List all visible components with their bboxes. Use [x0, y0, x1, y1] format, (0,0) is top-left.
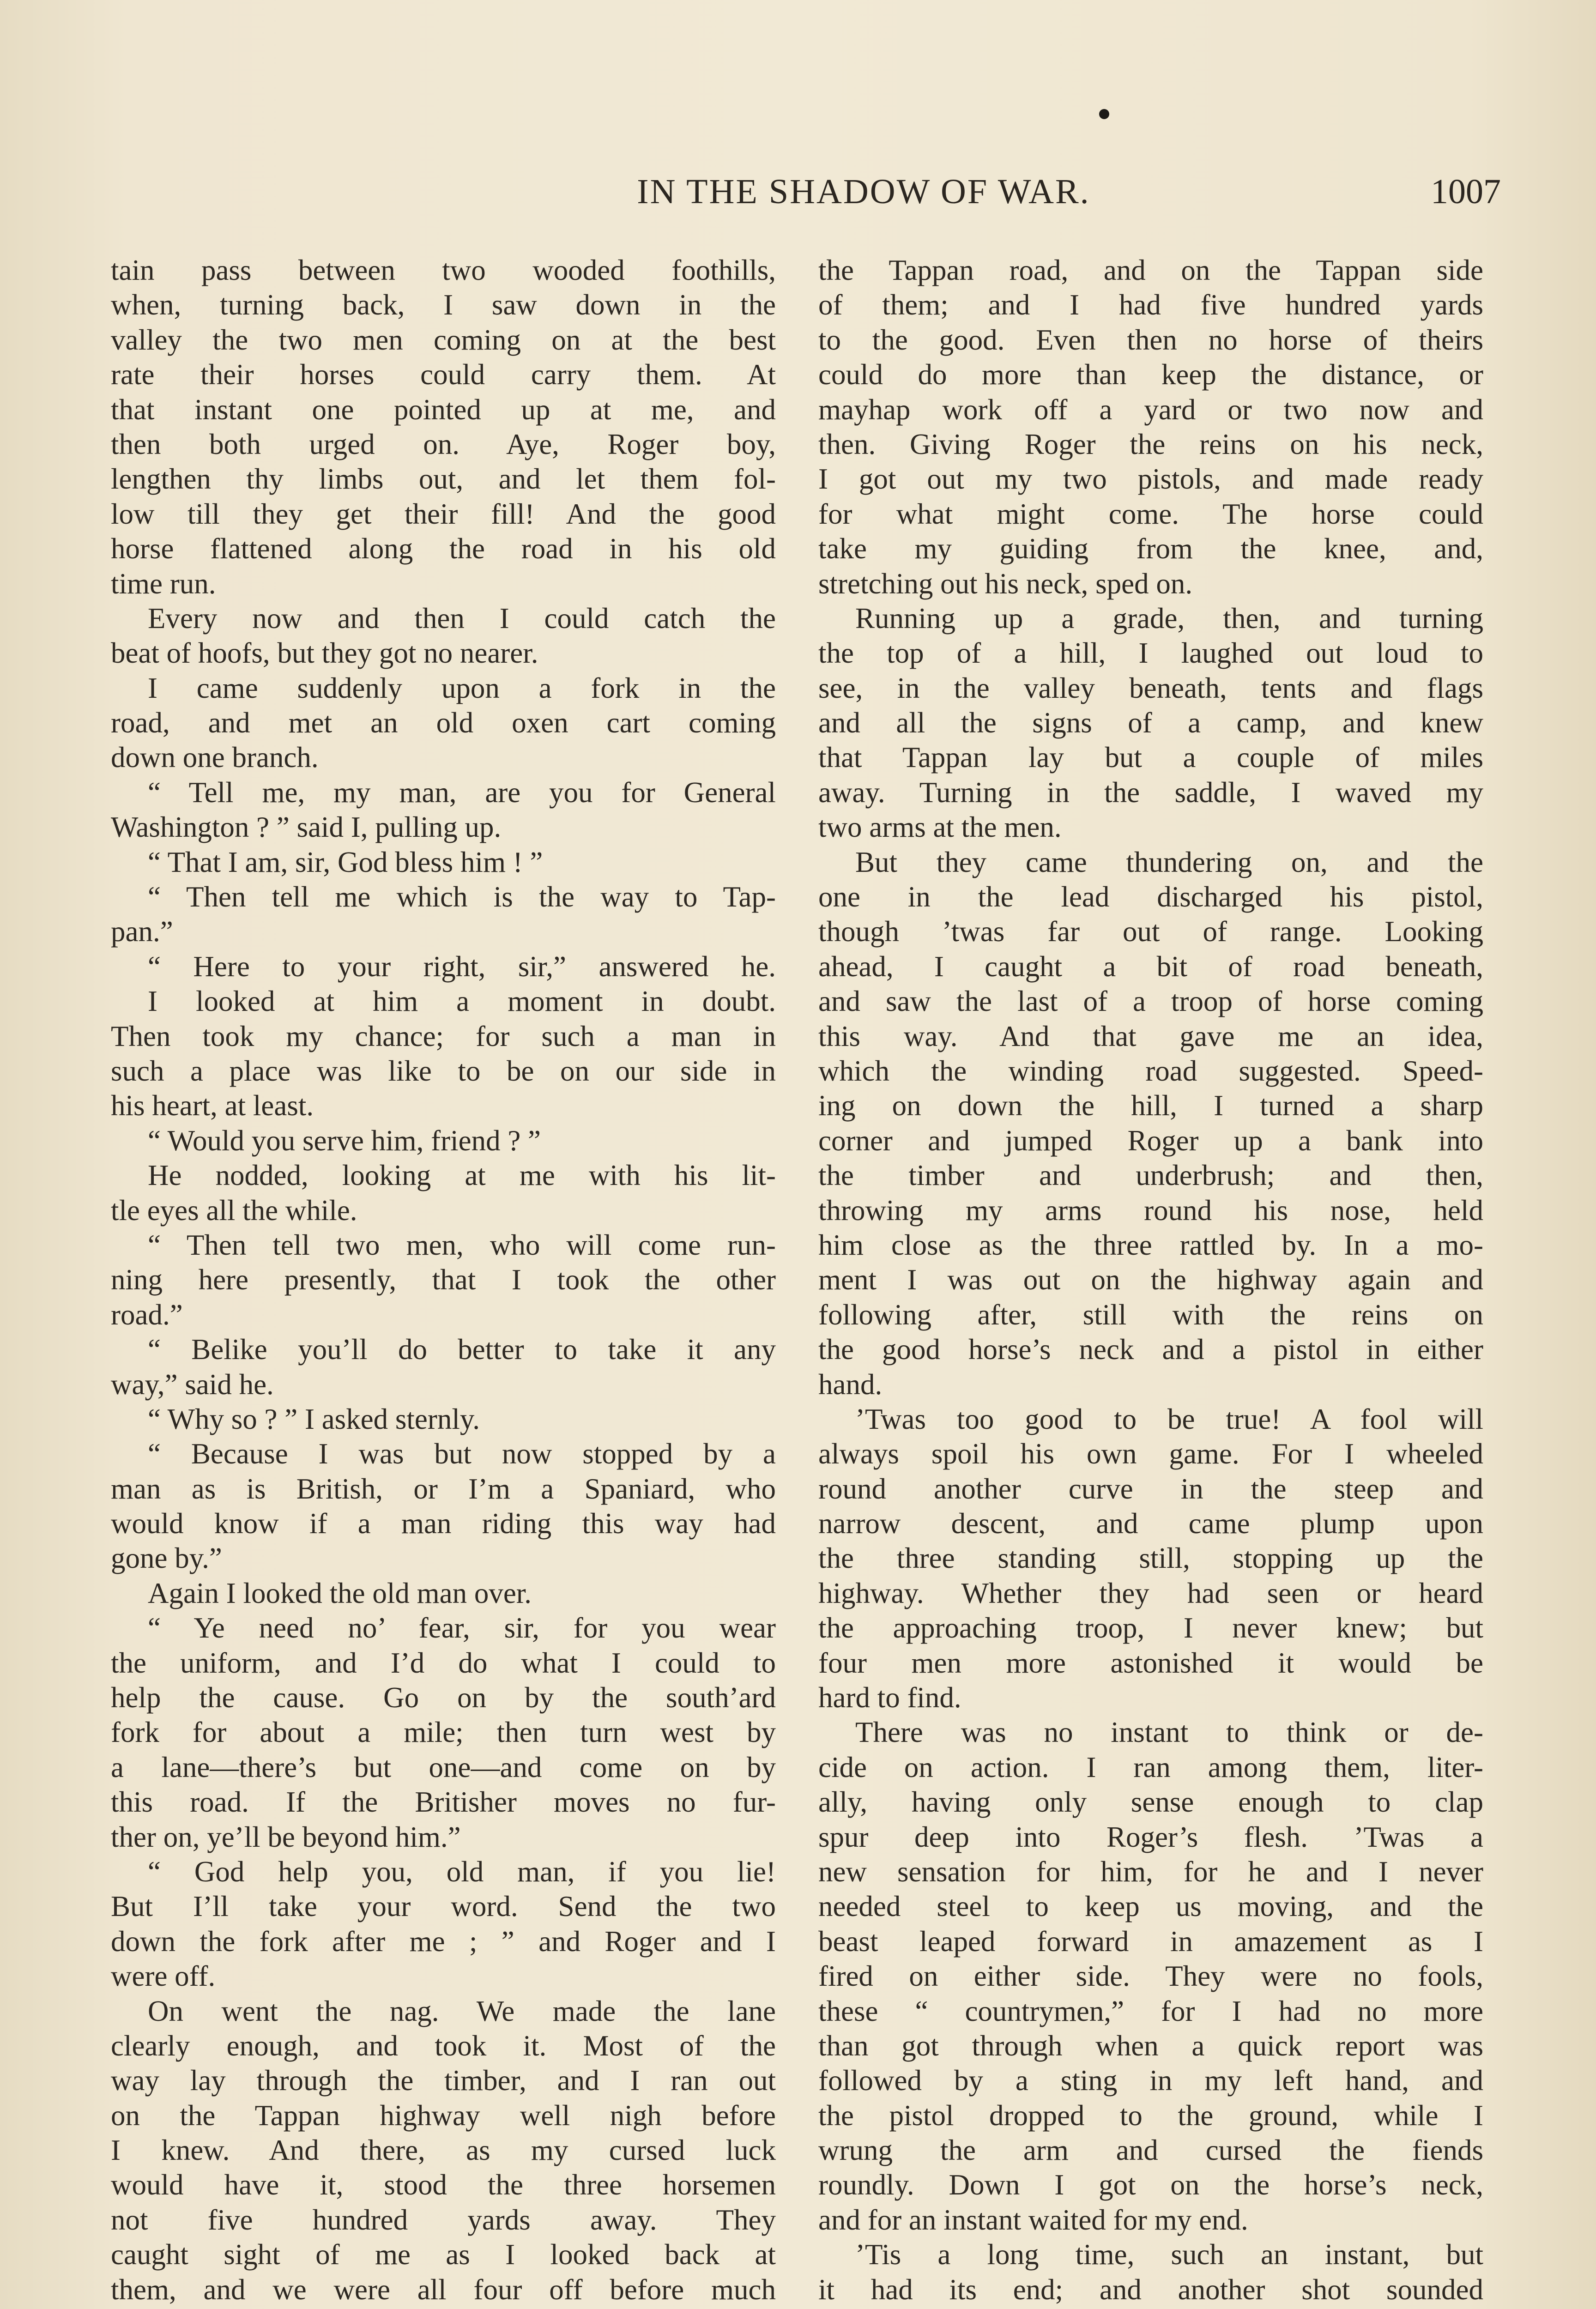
- text-line: these “ countrymen,” for I had no more: [818, 1995, 1483, 2027]
- text-line: the approaching troop, I never knew; but: [818, 1612, 1483, 1644]
- text-line: rate their horses could carry them. At: [111, 358, 776, 391]
- text-line: hand.: [818, 1368, 883, 1401]
- text-line: ’Tis a long time, such an instant, but: [855, 2238, 1483, 2271]
- text-line: Running up a grade, then, and turning: [855, 602, 1483, 635]
- text-line: roundly. Down I got on the horse’s neck,: [818, 2169, 1483, 2201]
- text-line: hard to find.: [818, 1681, 961, 1714]
- text-line: ahead, I caught a bit of road beneath,: [818, 950, 1483, 983]
- text-line: for what might come. The horse could: [818, 497, 1483, 530]
- text-line: “ Belike you’ll do better to take it any: [148, 1333, 776, 1366]
- text-line: tain pass between two wooded foothills,: [111, 254, 776, 286]
- text-line: though ’twas far out of range. Looking: [818, 915, 1483, 948]
- text-line: Every now and then I could catch the: [148, 602, 776, 635]
- text-line: corner and jumped Roger up a bank into: [818, 1124, 1483, 1157]
- text-line: away. Turning in the saddle, I waved my: [818, 776, 1483, 809]
- text-line: He nodded, looking at me with his lit-: [148, 1159, 776, 1192]
- text-line: this road. If the Britisher moves no fur-: [111, 1786, 776, 1819]
- text-line: the pistol dropped to the ground, while I: [818, 2099, 1483, 2132]
- text-line: such a place was like to be on our side in: [111, 1054, 776, 1087]
- text-line: help the cause. Go on by the south’ard: [111, 1681, 776, 1714]
- text-line: round another curve in the steep and: [818, 1472, 1483, 1505]
- text-line: On went the nag. We made the lane: [148, 1995, 776, 2027]
- text-line: pan.”: [111, 915, 173, 948]
- text-line: I got out my two pistols, and made ready: [818, 463, 1483, 496]
- text-line: it had its end; and another shot sounded: [818, 2273, 1483, 2306]
- text-line: “ Then tell two men, who will come run-: [148, 1228, 776, 1261]
- text-line: mayhap work off a yard or two now and: [818, 393, 1483, 426]
- text-line: “ Why so ? ” I asked sternly.: [148, 1402, 480, 1435]
- text-line: down one branch.: [111, 741, 319, 774]
- text-line: the uniform, and I’d do what I could to: [111, 1646, 776, 1679]
- text-line: There was no instant to think or de-: [855, 1716, 1483, 1749]
- text-line: followed by a sting in my left hand, and: [818, 2064, 1483, 2097]
- text-line: “ God help you, old man, if you lie!: [148, 1855, 776, 1888]
- text-line: road, and met an old oxen cart coming: [111, 707, 776, 739]
- running-title: IN THE SHADOW OF WAR.: [637, 172, 1090, 211]
- text-line: then both urged on. Aye, Roger boy,: [111, 428, 776, 460]
- text-line: low till they get their fill! And the good: [111, 497, 776, 530]
- text-line: caught sight of me as I looked back at: [111, 2238, 776, 2271]
- text-column-right: [818, 253, 1483, 2309]
- text-line: Then took my chance; for such a man in: [111, 1020, 776, 1052]
- text-line: one in the lead discharged his pistol,: [818, 881, 1483, 913]
- text-line: down the fork after me ; ” and Roger and I: [111, 1925, 776, 1958]
- text-line: gone by.”: [111, 1542, 222, 1575]
- text-line: cide on action. I ran among them, liter-: [818, 1751, 1483, 1783]
- text-line: on the Tappan highway well nigh before: [111, 2099, 776, 2132]
- text-line: needed steel to keep us moving, and the: [818, 1890, 1483, 1923]
- text-line: then. Giving Roger the reins on his neck,: [818, 428, 1483, 460]
- text-line: ’Twas too good to be true! A fool will: [855, 1402, 1483, 1435]
- text-line: valley the two men coming on at the best: [111, 323, 776, 356]
- text-line: narrow descent, and came plump upon: [818, 1507, 1483, 1540]
- text-line: man as is British, or I’m a Spaniard, who: [111, 1472, 776, 1505]
- text-line: beat of hoofs, but they got no nearer.: [111, 637, 538, 670]
- text-line: I knew. And there, as my cursed luck: [111, 2134, 776, 2167]
- text-line: I came suddenly upon a fork in the: [148, 671, 776, 704]
- text-line: ther on, ye’ll be beyond him.”: [111, 1820, 461, 1853]
- text-line: a lane—there’s but one—and come on by: [111, 1751, 776, 1783]
- text-line: “ That I am, sir, God bless him ! ”: [148, 846, 543, 878]
- text-line: not five hundred yards away. They: [111, 2203, 776, 2236]
- page-header: [111, 166, 1501, 217]
- text-line: tle eyes all the while.: [111, 1194, 357, 1227]
- text-line: “ Tell me, my man, are you for General: [148, 776, 776, 809]
- text-line: see, in the valley beneath, tents and flags: [818, 671, 1483, 704]
- text-line: the top of a hill, I laughed out loud to: [818, 637, 1483, 670]
- text-line: would have it, stood the three horsemen: [111, 2169, 776, 2201]
- text-line: Washington ? ” said I, pulling up.: [111, 811, 502, 844]
- text-line: new sensation for him, for he and I never: [818, 1855, 1483, 1888]
- text-line: highway. Whether they had seen or heard: [818, 1577, 1483, 1609]
- text-line: and all the signs of a camp, and knew: [818, 707, 1483, 739]
- text-line: four men more astonished it would be: [818, 1646, 1483, 1679]
- text-line: following after, still with the reins on: [818, 1298, 1483, 1331]
- text-line: ment I was out on the highway again and: [818, 1263, 1483, 1296]
- text-line: could do more than keep the distance, or: [818, 358, 1483, 391]
- text-line: horse flattened along the road in his old: [111, 532, 776, 565]
- text-line: way,” said he.: [111, 1368, 274, 1401]
- text-line: two arms at the men.: [818, 811, 1062, 844]
- text-line: ning here presently, that I took the other: [111, 1263, 776, 1296]
- text-line: and saw the last of a troop of horse coming: [818, 985, 1483, 1018]
- text-line: Again I looked the old man over.: [148, 1577, 532, 1609]
- text-line: beast leaped forward in amazement as I: [818, 1925, 1483, 1958]
- page-number: 1007: [1431, 172, 1501, 211]
- text-line: the good horse’s neck and a pistol in either: [818, 1333, 1483, 1366]
- text-line: road.”: [111, 1298, 183, 1331]
- text-line: “ Because I was but now stopped by a: [148, 1438, 776, 1470]
- text-line: were off.: [111, 1960, 216, 1993]
- text-line: when, turning back, I saw down in the: [111, 289, 776, 321]
- text-line: him close as the three rattled by. In a mo-: [818, 1228, 1483, 1261]
- text-line: than got through when a quick report was: [818, 2029, 1483, 2062]
- text-line: But they came thundering on, and the: [855, 846, 1483, 878]
- text-line: [818, 2307, 1483, 2309]
- text-line: “ Ye need no’ fear, sir, for you wear: [148, 1612, 776, 1644]
- text-line: that instant one pointed up at me, and: [111, 393, 776, 426]
- text-line: lengthen thy limbs out, and let them fol-: [111, 463, 776, 496]
- text-line: to the good. Even then no horse of theirs: [818, 323, 1483, 356]
- text-line: ally, having only sense enough to clap: [818, 1786, 1483, 1819]
- text-line: spur deep into Roger’s flesh. ’Twas a: [818, 1820, 1483, 1853]
- text-line: would know if a man riding this way had: [111, 1507, 776, 1540]
- text-line: them, and we were all four off before much: [111, 2273, 776, 2306]
- text-line: clearly enough, and took it. Most of the: [111, 2029, 776, 2062]
- text-line: throwing my arms round his nose, held: [818, 1194, 1483, 1227]
- text-line: his heart, at least.: [111, 1089, 314, 1122]
- text-line: way lay through the timber, and I ran out: [111, 2064, 776, 2097]
- text-line: “ Then tell me which is the way to Tap-: [148, 881, 776, 913]
- text-line: this way. And that gave me an idea,: [818, 1020, 1483, 1052]
- text-line: fork for about a mile; then turn west by: [111, 1716, 776, 1749]
- text-line: “ Here to your right, sir,” answered he.: [148, 950, 776, 983]
- text-line: that Tappan lay but a couple of miles: [818, 741, 1483, 774]
- text-line: stretching out his neck, sped on.: [818, 567, 1193, 600]
- text-line: “ Would you serve him, friend ? ”: [148, 1124, 541, 1157]
- ink-spot: [1099, 109, 1109, 119]
- text-line: I looked at him a moment in doubt.: [148, 985, 776, 1018]
- text-line: always spoil his own game. For I wheeled: [818, 1438, 1483, 1470]
- text-line: which the winding road suggested. Speed-: [818, 1054, 1483, 1087]
- text-line: the timber and underbrush; and then,: [818, 1159, 1483, 1192]
- text-line: the three standing still, stopping up the: [818, 1542, 1483, 1575]
- text-line: But I’ll take your word. Send the two: [111, 1890, 776, 1923]
- text-line: fired on either side. They were no fools,: [818, 1960, 1483, 1993]
- text-line: ing on down the hill, I turned a sharp: [818, 1089, 1483, 1122]
- text-line: wrung the arm and cursed the fiends: [818, 2134, 1483, 2167]
- text-line: the Tappan road, and on the Tappan side: [818, 254, 1483, 286]
- text-line: and for an instant waited for my end.: [818, 2203, 1248, 2236]
- text-line: [111, 2307, 776, 2309]
- text-line: take my guiding from the knee, and,: [818, 532, 1483, 565]
- text-line: of them; and I had five hundred yards: [818, 289, 1483, 321]
- text-column-left: [111, 253, 776, 2309]
- text-line: time run.: [111, 567, 216, 600]
